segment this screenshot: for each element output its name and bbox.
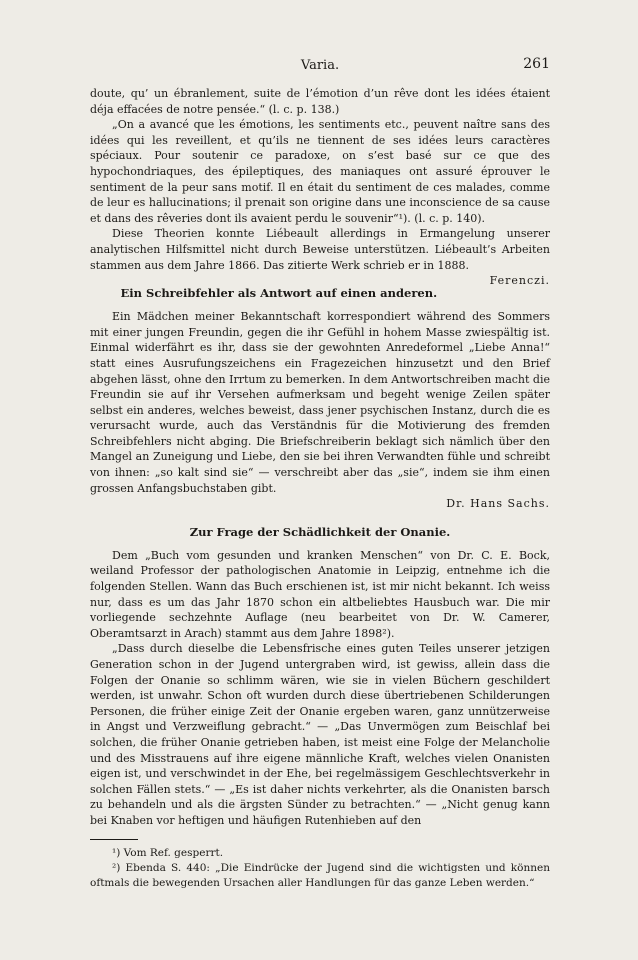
paragraph: doute, qu’ un ébranlement, suite de l’émotion d’un rêve dont les idées étaient déja effacées de notre pensée.“ (l. c. p. 138.): [90, 87, 550, 116]
running-title: Varia.: [300, 58, 340, 73]
paragraph: Ein Mädchen meiner Bekanntschaft korrespondiert während des Sommers mit einer jungen Freundin, gegen die ihr Gefühl in hohem Masse zwiespältig ist. Einmal widerfährt es ihr, dass sie der gewohnten Anredeformel „Liebe Anna!“ statt eines Ausrufungszeichens ein Fragezeichen hinzusetzt und den Brief abgehen lässt, ohne den Irrtum zu bemerken. In dem Antwortschreiben macht die Freundin sie auf ihr Versehen aufmerksam und begeht wenige Zeilen später selbst ein anderes, welches beweist, dass jener psychischen Instanz, durch die es verursacht wurde, auch das Verständnis für die Motivierung des fremden Schreibfehlers nicht abging. Die Briefschreiberin beklagt sich nämlich über den Mangel an Zuneigung und Liebe, den sie bei ihren Verwandten fühle und schreibt von ihnen: „so kalt sind sie“ — verschreibt aber das „sie“, indem sie ihm einen grossen Anfangsbuchstaben gibt.: [90, 310, 550, 495]
paragraph-text: Diese Theorien konnte Liébeault allerdings in Ermangelung unserer analytischen Hilfsmittel nicht durch Beweise unterstützen. Liébeault’s Arbeiten stammen aus dem Jahre 1866. Das zitierte Werk schrieb er in 1888.: [90, 227, 550, 272]
paragraph: Dem „Buch vom gesunden und kranken Menschen“ von Dr. C. E. Bock, weiland Professor der pathologischen Anatomie in Leipzig, entnehme ich die folgenden Stellen. Wann das Buch erschienen ist, ist mir nicht bekannt. Ich weiss nur, dass es um das Jahr 1870 schon ein altbeliebtes Hausbuch war. Die mir vorliegende sechzehnte Auflage (neu bearbeitet von Dr. W. Camerer, Oberamtsarzt in Arach) stammt aus dem Jahre 1898²).: [90, 548, 550, 640]
paragraph: „On a avancé que les émotions, les sentiments etc., peuvent naître sans des idées qui les reveillent, et qu’ils ne tiennent de ses idées leurs caractères spéciaux. Pour soutenir ce paradoxe, on s’est basé sur ce que des hypochondriaques, des épileptiques, des maniaques ont assuré éprouver le sentiment de la peur sans motif. Il en était du sentiment de ces malades, comme de leur es hallucinations; il prenait son origine dans une inconscience de sa cause et dans des rêveries dont ils avaient perdu le souvenir“¹). (l. c. p. 140).: [90, 118, 550, 225]
footnotes: [90, 839, 550, 891]
author-signature: Dr. Hans Sachs.: [446, 497, 550, 511]
section-heading: Zur Frage der Schädlichkeit der Onanie.: [189, 524, 451, 539]
paragraph-with-signature: [90, 226, 550, 288]
page-number: 261: [523, 56, 550, 72]
page-body: [90, 86, 550, 891]
running-head: [90, 56, 550, 78]
paragraph: „Dass durch dieselbe die Lebensfrische eines guten Teiles unserer jetzigen Generation schon in der Jugend untergraben wird, ist gewiss, allein dass die Folgen der Onanie so schlimm wären, wie sie in vielen Büchern geschildert werden, ist unwahr. Schon oft wurden durch diese übertriebenen Schilderungen Personen, die früher einige Zeit der Onanie ergeben waren, ganz unnützerweise in Angst und Verzweiflung gebracht.“ — „Das Unvermögen zum Beischlaf bei solchen, die früher Onanie getrieben haben, ist meist eine Folge der Melancholie und des Misstrauens auf ihre eigene männliche Kraft, welches vielen Onanisten eigen ist, und verschwindet in der Ehe, bei regelmässigem Geschlechtsverkehr in solchen Fällen stets.“ — „Es ist daher nichts verkehrter, als die Onanisten barsch zu behandeln und als die ärgsten Sünder zu betrachten.“ — „Nicht genug kann bei Knaben vor heftigen und häufigen Rutenhieben auf den: [90, 642, 550, 827]
footnote: ¹) Vom Ref. gesperrt.: [112, 846, 224, 859]
author-signature: Ferenczi.: [489, 274, 550, 288]
section-heading: Ein Schreibfehler als Antwort auf einen anderen.: [120, 286, 438, 301]
footnote-divider: [90, 839, 138, 840]
footnote: ²) Ebenda S. 440: „Die Eindrücke der Jugend sind die wichtigsten und können oftmals die bewegenden Ursachen aller Handlungen für das ganze Leben werden.“: [90, 861, 550, 889]
